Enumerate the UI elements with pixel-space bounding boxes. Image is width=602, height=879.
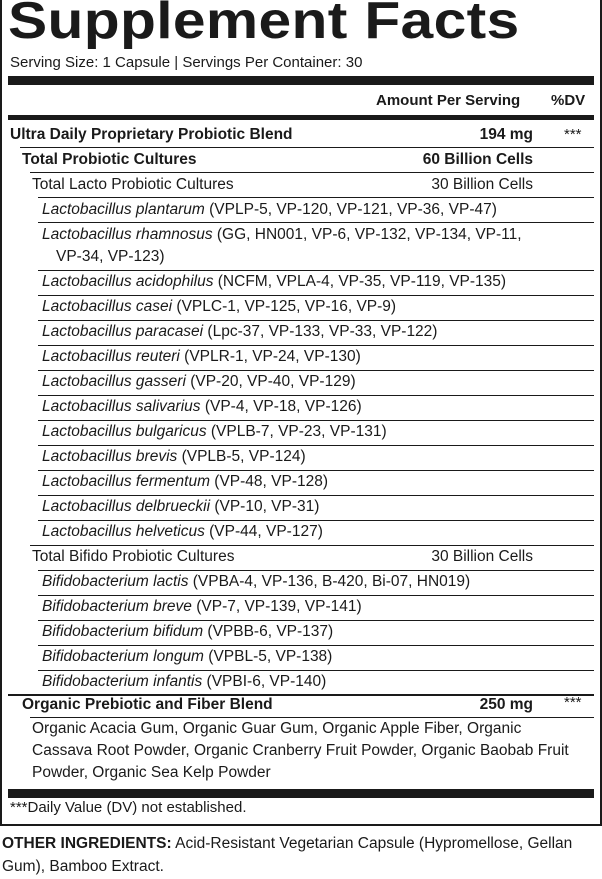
- strain-row: Lactobacillus acidophilus (NCFM, VPLA-4, VP-35, VP-119, VP-135): [42, 273, 507, 290]
- blend1-dv: ***: [564, 126, 582, 143]
- bifido-amount: 30 Billion Cells: [431, 548, 533, 565]
- strain-row: Lactobacillus salivarius (VP-4, VP-18, VP-126): [42, 398, 362, 415]
- blend2-ingredients: Organic Acacia Gum, Organic Guar Gum, Organic Apple Fiber, Organic Cassava Root Powder, Organic Cranberry Fruit Powder, Organic Baobab Fruit Powder, Organic Sea Kelp Powder: [32, 720, 569, 781]
- strain-row: Lactobacillus paracasei (Lpc-37, VP-133, VP-33, VP-122): [42, 323, 438, 340]
- lacto-amount: 30 Billion Cells: [431, 176, 533, 193]
- bifido-name: Total Bifido Probiotic Cultures: [32, 548, 235, 565]
- row-divider: [38, 222, 594, 223]
- serving-info: Serving Size: 1 Capsule | Servings Per Container: 30: [10, 54, 363, 71]
- strain-row: Bifidobacterium breve (VP-7, VP-139, VP-141): [42, 598, 362, 615]
- dv-footnote: ***Daily Value (DV) not established.: [10, 799, 247, 816]
- strain-row: Bifidobacterium lactis (VPBA-4, VP-136, B-420, Bi-07, HN019): [42, 573, 471, 590]
- total-cultures-name: Total Probiotic Cultures: [22, 151, 197, 168]
- blend2-dv: ***: [564, 694, 582, 711]
- divider-thick-bottom: [8, 789, 594, 798]
- blend2-name: Organic Prebiotic and Fiber Blend: [22, 696, 273, 713]
- strain-row: Lactobacillus gasseri (VP-20, VP-40, VP-129): [42, 373, 356, 390]
- dv-header: %DV: [551, 92, 586, 109]
- strain-row: Lactobacillus plantarum (VPLP-5, VP-120, VP-121, VP-36, VP-47): [42, 201, 497, 218]
- strain-row-continued: VP-34, VP-123): [56, 248, 165, 265]
- strain-row: Bifidobacterium bifidum (VPBB-6, VP-137): [42, 623, 334, 640]
- strain-row: Bifidobacterium infantis (VPBI-6, VP-140): [42, 673, 327, 690]
- panel-title: Supplement Facts: [8, 0, 520, 50]
- row-divider: [30, 172, 594, 173]
- strain-row: Lactobacillus fermentum (VP-48, VP-128): [42, 473, 329, 490]
- blend1-amount: 194 mg: [479, 126, 533, 143]
- other-ingredients: OTHER INGREDIENTS: Acid-Resistant Vegetarian Capsule (Hypromellose, Gellan Gum), Bamboo Extract.: [2, 835, 573, 875]
- strain-row: Lactobacillus rhamnosus (GG, HN001, VP-6, VP-132, VP-134, VP-11,: [42, 226, 522, 243]
- total-cultures-amount: 60 Billion Cells: [422, 151, 533, 168]
- lacto-name: Total Lacto Probiotic Cultures: [32, 176, 234, 193]
- strain-row: Lactobacillus helveticus (VP-44, VP-127): [42, 523, 323, 540]
- strain-row: Lactobacillus delbrueckii (VP-10, VP-31): [42, 498, 320, 515]
- strain-row: Bifidobacterium longum (VPBL-5, VP-138): [42, 648, 333, 665]
- strain-row: Lactobacillus brevis (VPLB-5, VP-124): [42, 448, 306, 465]
- strain-row: Lactobacillus bulgaricus (VPLB-7, VP-23, VP-131): [42, 423, 387, 440]
- blend1-name: Ultra Daily Proprietary Probiotic Blend: [10, 126, 293, 143]
- row-divider: [38, 197, 594, 198]
- divider-thick-top: [8, 76, 594, 85]
- divider-header: [8, 115, 594, 120]
- blend2-amount: 250 mg: [479, 696, 533, 713]
- strain-row: Lactobacillus casei (VPLC-1, VP-125, VP-16, VP-9): [42, 298, 397, 315]
- strain-row: Lactobacillus reuteri (VPLR-1, VP-24, VP-130): [42, 348, 361, 365]
- row-divider: [20, 147, 594, 148]
- amount-per-serving-header: Amount Per Serving: [376, 92, 521, 109]
